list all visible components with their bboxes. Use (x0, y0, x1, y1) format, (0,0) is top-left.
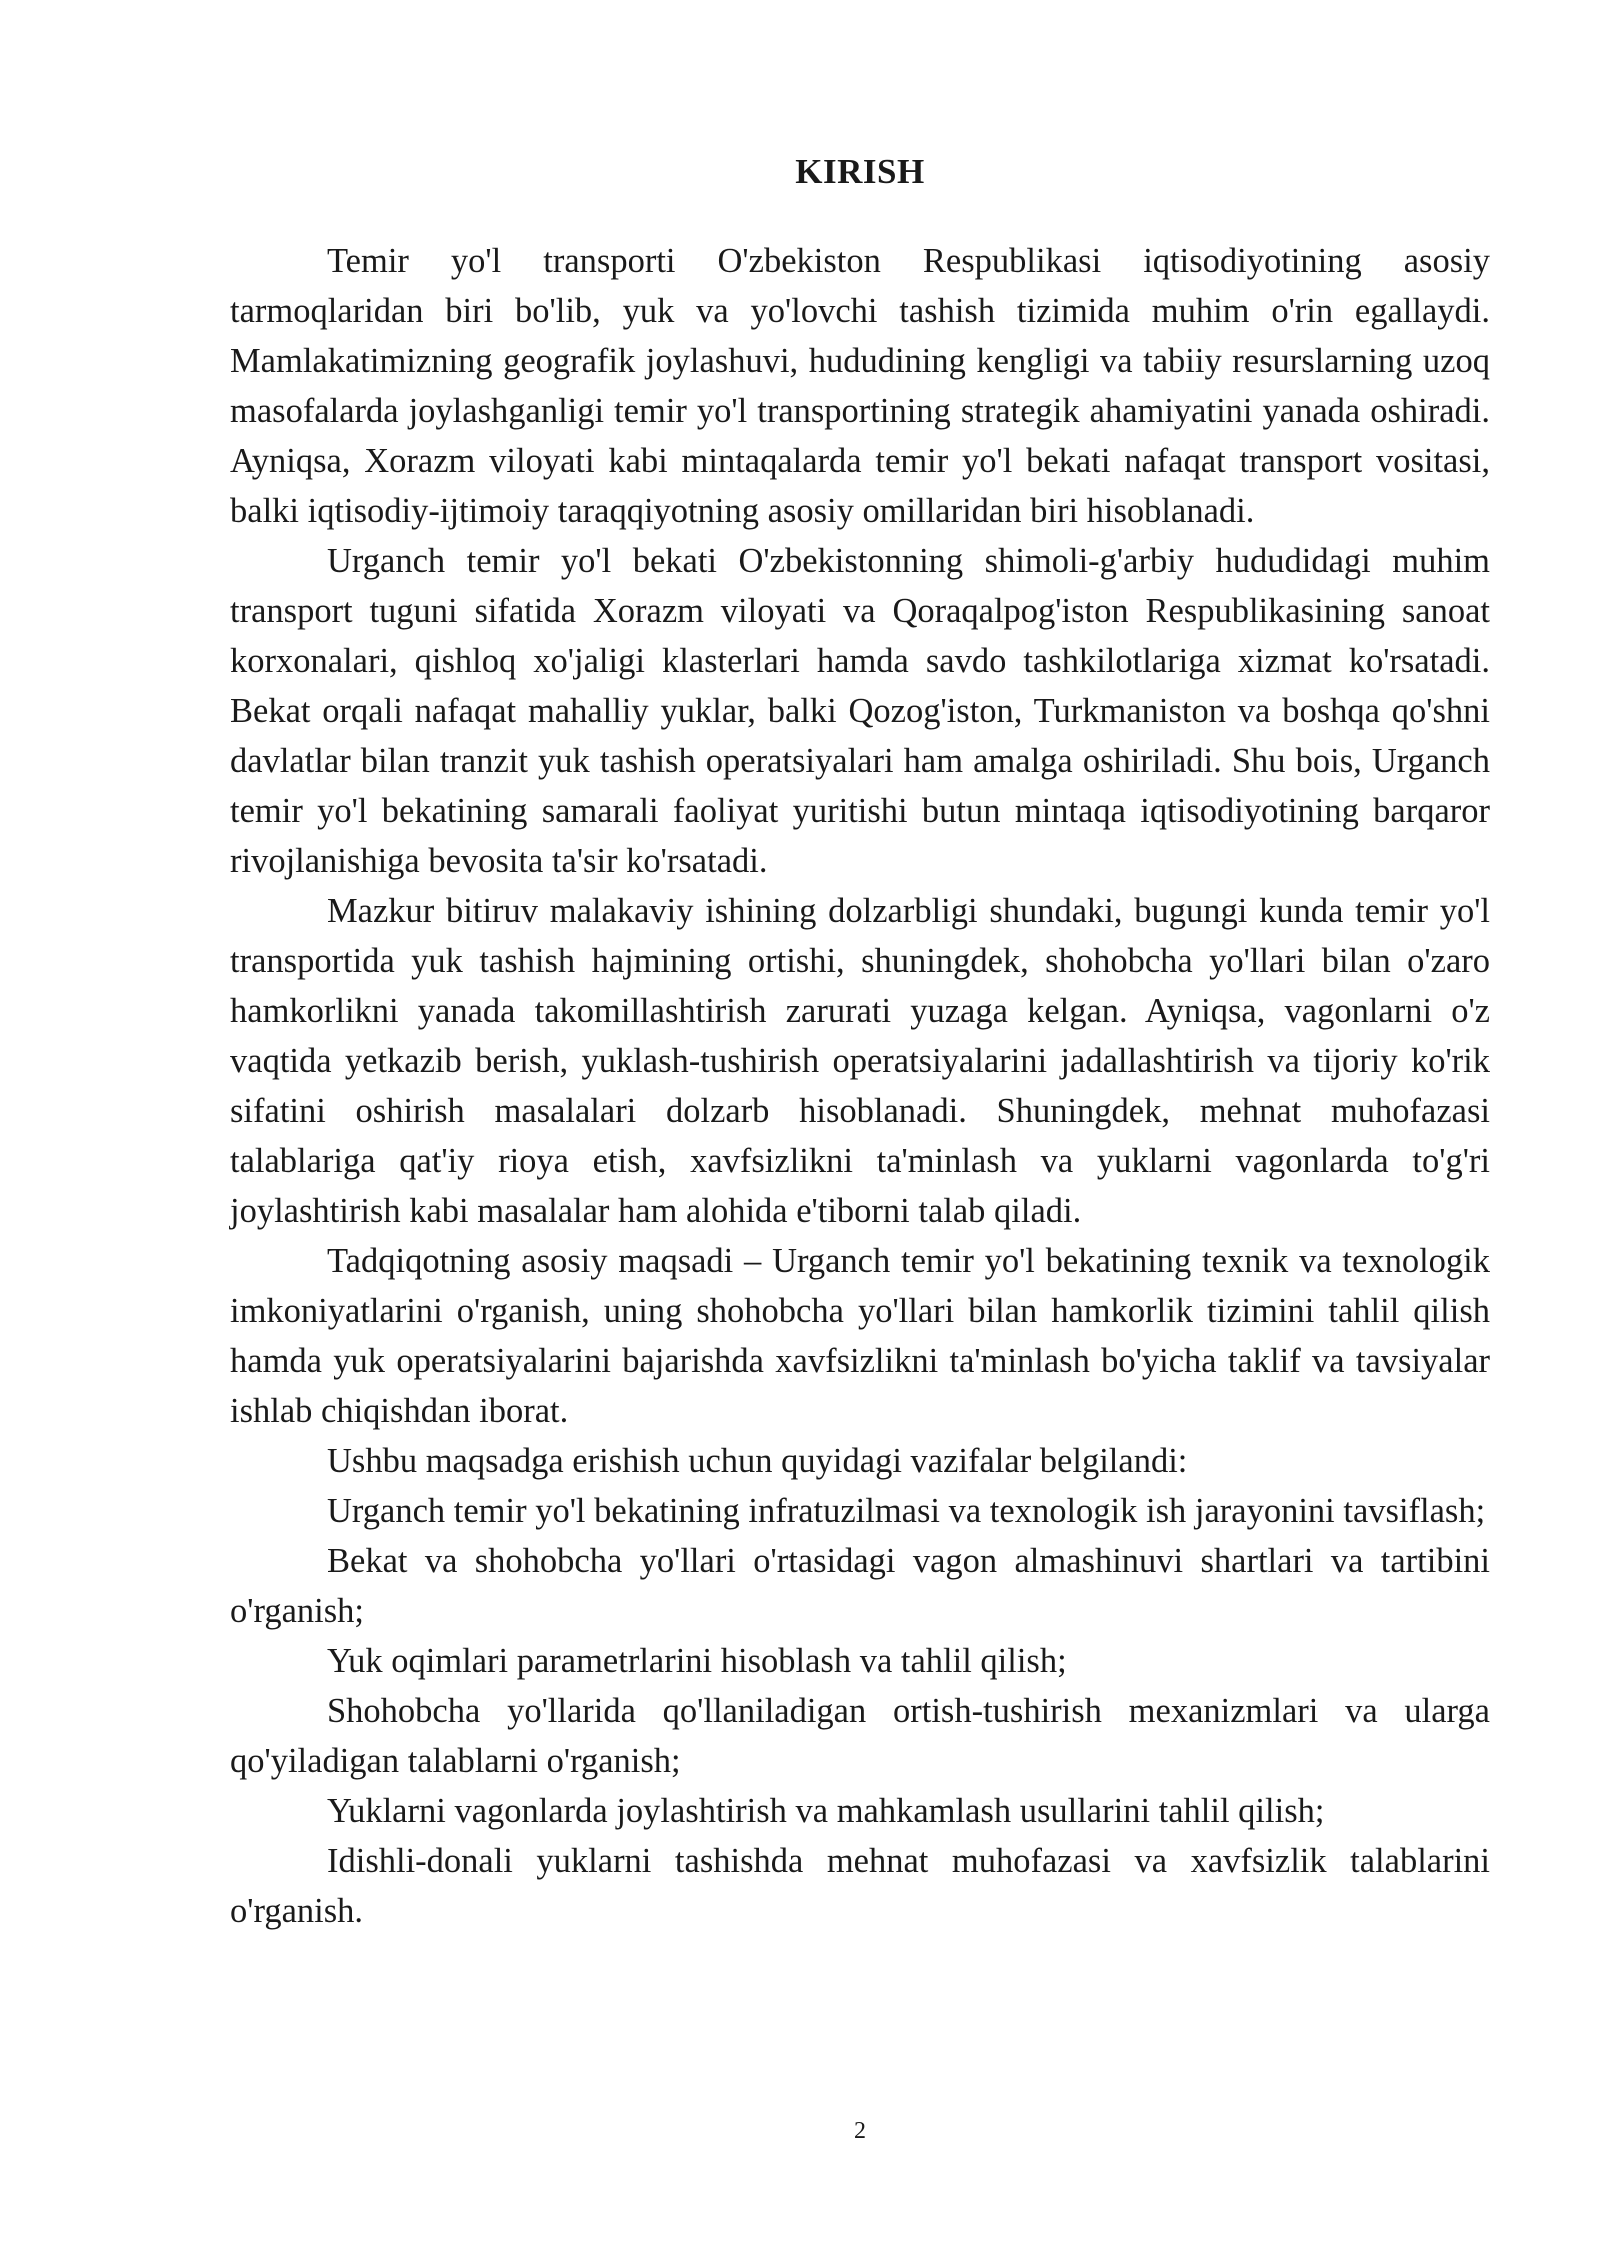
list-item: Bekat va shohobcha yo'llari o'rtasidagi vagon almashinuvi shartlari va tartibini o'rganish; (230, 1542, 1490, 1630)
paragraph: Tadqiqotning asosiy maqsadi – Urganch temir yo'l bekatining texnik va texnologik imkoniyatlarini o'rganish, uning shohobcha yo'llari bilan hamkorlik tizimini tahlil qilish hamda yuk operatsiyalarini bajarishda xavfsizlikni ta'minlash bo'yicha taklif va tavsiyalar ishlab chiqishdan iborat. (230, 1242, 1490, 1430)
list-item: Yuklarni vagonlarda joylashtirish va mahkamlash usullarini tahlil qilish; (327, 1792, 1325, 1830)
paragraph: Urganch temir yo'l bekati O'zbekistonning shimoli-g'arbiy hududidagi muhim transport tuguni sifatida Xorazm viloyati va Qoraqalpog'iston Respublikasining sanoat korxonalari, qishloq xo'jaligi klasterlari hamda savdo tashkilotlariga xizmat ko'rsatadi. Bekat orqali nafaqat mahalliy yuklar, balki Qozog'iston, Turkmaniston va boshqa qo'shni davlatlar bilan tranzit yuk tashish operatsiyalari ham amalga oshiriladi. Shu bois, Urganch temir yo'l bekatining samarali faoliyat yuritishi butun mintaqa iqtisodiyotining barqaror rivojlanishiga bevosita ta'sir ko'rsatadi. (230, 542, 1490, 880)
page-title: KIRISH (795, 152, 925, 191)
paragraph: Ushbu maqsadga erishish uchun quyidagi vazifalar belgilandi: (327, 1442, 1188, 1480)
paragraph: Temir yo'l transporti O'zbekiston Respublikasi iqtisodiyotining asosiy tarmoqlaridan biri bo'lib, yuk va yo'lovchi tashish tizimida muhim o'rin egallaydi. Mamlakatimizning geografik joylashuvi, hududining kengligi va tabiiy resurslarning uzoq masofalarda joylashganligi temir yo'l transportining strategik ahamiyatini yanada oshiradi. Ayniqsa, Xorazm viloyati kabi mintaqalarda temir yo'l bekati nafaqat transport vositasi, balki iqtisodiy-ijtimoiy taraqqiyotning asosiy omillaridan biri hisoblanadi. (230, 242, 1490, 530)
paragraph: Mazkur bitiruv malakaviy ishining dolzarbligi shundaki, bugungi kunda temir yo'l transportida yuk tashish hajmining ortishi, shuningdek, shohobcha yo'llari bilan o'zaro hamkorlikni yanada takomillashtirish zarurati yuzaga kelgan. Ayniqsa, vagonlarni o'z vaqtida yetkazib berish, yuklash-tushirish operatsiyalarini jadallashtirish va tijoriy ko'rik sifatini oshirish masalalari dolzarb hisoblanadi. Shuningdek, mehnat muhofazasi talablariga qat'iy rioya etish, xavfsizlikni ta'minlash va yuklarni vagonlarda to'g'ri joylashtirish kabi masalalar ham alohida e'tiborni talab qiladi. (230, 892, 1490, 1230)
body-text (230, 236, 1490, 1936)
list-item: Shohobcha yo'llarida qo'llaniladigan ortish-tushirish mexanizmlari va ularga qo'yiladigan talablarni o'rganish; (230, 1692, 1490, 1780)
list-item: Yuk oqimlari parametrlarini hisoblash va tahlil qilish; (327, 1642, 1067, 1680)
page-number: 2 (854, 2118, 866, 2144)
list-item: Urganch temir yo'l bekatining infratuzilmasi va texnologik ish jarayonini tavsiflash; (327, 1492, 1486, 1530)
list-item: Idishli-donali yuklarni tashishda mehnat muhofazasi va xavfsizlik talablarini o'rganish. (230, 1842, 1490, 1930)
